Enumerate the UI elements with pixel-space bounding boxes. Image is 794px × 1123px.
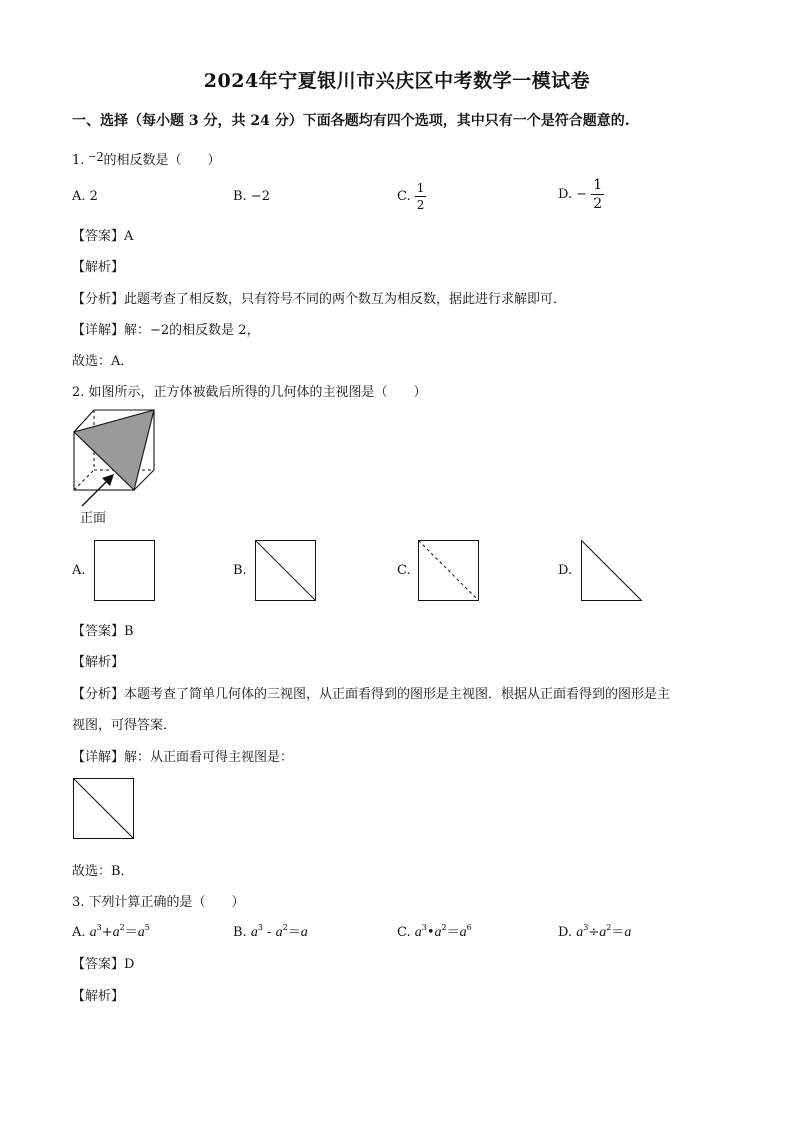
- operator: ＝: [287, 925, 301, 940]
- q1-xiangjie: 【详解】解：−2的相反数是 2，: [72, 323, 260, 338]
- q1-expression: −2: [88, 150, 104, 165]
- exponent: 3: [421, 923, 427, 932]
- q2-option-d-label: D.: [558, 563, 573, 578]
- q1-number: 1.: [72, 153, 85, 168]
- q2-fenxi-line1: 【分析】本题考查了简单几何体的三视图，从正面看得到的图形是主视图．根据从正面看得到的图形是主: [72, 687, 671, 702]
- q3-analysis-label: 【解析】: [72, 989, 125, 1004]
- q3-option-a: [72, 921, 150, 941]
- q2-option-c-label: C.: [397, 563, 411, 578]
- q2-option-b-label: B.: [233, 563, 247, 578]
- fraction: [591, 178, 604, 211]
- truncated-cube-figure: [70, 408, 170, 500]
- q2-xiangjie: 【详解】解：从正面看可得主视图是：: [72, 750, 294, 765]
- math-var: a: [434, 925, 442, 940]
- exponent: 3: [583, 923, 589, 932]
- figure-caption: 正面: [80, 511, 107, 526]
- q2-option-b-figure: [255, 540, 317, 602]
- math-var: a: [250, 925, 258, 940]
- section-heading: 一、选择（每小题 3 分，共 24 分）下面各题均有四个选项，其中只有一个是符合题意的.: [72, 113, 630, 129]
- q3-stem: 3. 下列计算正确的是（ ）: [72, 895, 245, 910]
- q2-option-c-figure: [418, 540, 480, 602]
- option-label: D.: [558, 925, 573, 940]
- option-value: 2: [89, 189, 98, 204]
- exponent: 2: [606, 923, 612, 932]
- math-var: a: [414, 925, 422, 940]
- exponent: 2: [441, 923, 447, 932]
- option-label: A.: [72, 189, 86, 204]
- q2-conclusion: 故选：B．: [72, 864, 134, 879]
- math-var: a: [112, 925, 120, 940]
- exponent: 2: [119, 923, 125, 932]
- option-label: C.: [397, 189, 411, 204]
- exponent: 2: [282, 923, 288, 932]
- math-var: a: [137, 925, 145, 940]
- exponent: 3: [257, 923, 263, 932]
- math-var: a: [459, 925, 467, 940]
- q2-stem: 2. 如图所示，正方体被截后所得的几何体的主视图是（ ）: [72, 385, 427, 400]
- fraction-numerator: 1: [416, 181, 425, 195]
- q1-conclusion: 故选：A．: [72, 354, 134, 369]
- math-var: a: [89, 925, 97, 940]
- q1-option-d: [558, 178, 604, 211]
- option-label: A.: [72, 925, 86, 940]
- q1-text: 的相反数是（ ）: [103, 153, 221, 168]
- q1-stem: [72, 149, 220, 169]
- page-title: 2024年宁夏银川市兴庆区中考数学一模试卷: [203, 70, 591, 92]
- q3-option-c: [397, 921, 472, 941]
- option-label: B.: [233, 189, 247, 204]
- option-label: D.: [558, 187, 573, 202]
- option-label: C.: [397, 925, 411, 940]
- q1-option-b: [233, 189, 270, 204]
- fraction: [415, 182, 427, 211]
- q1-option-a: [72, 189, 98, 204]
- fraction-denominator: 2: [416, 198, 425, 212]
- q2-option-d-figure: [581, 540, 643, 602]
- math-var: a: [275, 925, 283, 940]
- operator: -: [262, 925, 276, 940]
- operator: ＝: [611, 925, 625, 940]
- exponent: 3: [96, 923, 102, 932]
- operator: ＝: [124, 925, 138, 940]
- q1-analysis-label: 【解析】: [72, 260, 125, 275]
- q1-fenxi: 【分析】此题考查了相反数，只有符号不同的两个数互为相反数，据此进行求解即可．: [72, 292, 567, 307]
- exponent: 6: [466, 923, 472, 932]
- fraction-denominator: 2: [593, 196, 603, 212]
- math-var: a: [300, 925, 308, 940]
- operator: ＝: [446, 925, 460, 940]
- q2-option-a-label: A.: [72, 563, 86, 578]
- q2-fenxi-line2: 视图，可得答案．: [72, 718, 177, 733]
- q1-answer: 【答案】A: [72, 229, 134, 244]
- q2-solution-figure: [73, 778, 135, 840]
- q2-analysis-label: 【解析】: [72, 655, 125, 670]
- q2-answer: 【答案】B: [72, 624, 134, 639]
- operator: +: [101, 925, 113, 940]
- q1-option-c: [397, 182, 426, 211]
- q3-option-d: [558, 921, 631, 941]
- exponent: 5: [144, 923, 150, 932]
- minus-sign: −: [576, 187, 588, 202]
- math-var: a: [624, 925, 632, 940]
- option-label: B.: [233, 925, 247, 940]
- q3-answer: 【答案】D: [72, 957, 135, 972]
- q2-option-a-figure: [94, 540, 156, 602]
- option-value: −2: [250, 189, 270, 204]
- operator: •: [426, 925, 435, 940]
- operator: ÷: [588, 925, 600, 940]
- q3-option-b: [233, 921, 308, 941]
- math-var: a: [599, 925, 607, 940]
- fraction-numerator: 1: [593, 177, 603, 193]
- math-var: a: [576, 925, 584, 940]
